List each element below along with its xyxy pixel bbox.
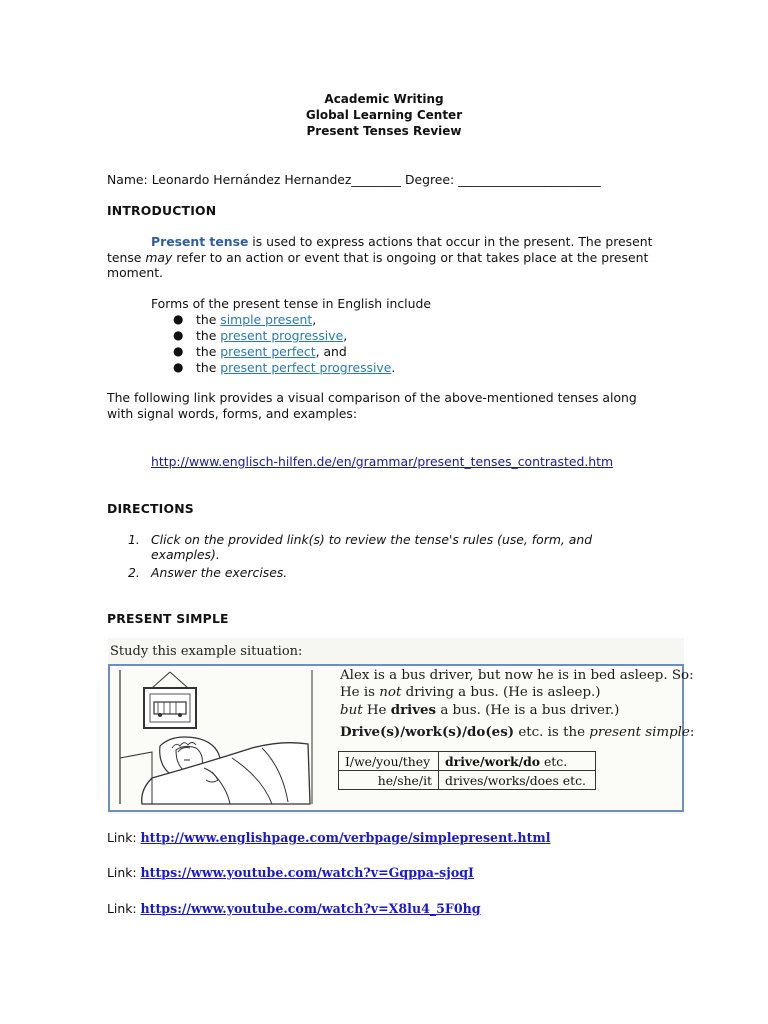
figure-line-2: He is not driving a bus. (He is asleep.) bbox=[340, 685, 601, 700]
list-item: the simple present, bbox=[196, 312, 317, 327]
table-row bbox=[339, 771, 596, 790]
introduction-heading: INTRODUCTION bbox=[107, 203, 217, 218]
degree-label: Degree: bbox=[404, 172, 455, 187]
present-perfect-progressive-link[interactable]: present perfect progressive bbox=[220, 360, 392, 375]
present-perfect-link[interactable]: present perfect bbox=[220, 344, 316, 359]
simple-present-link[interactable]: simple present bbox=[220, 312, 313, 327]
bullet-icon: ● bbox=[173, 344, 184, 358]
present-simple-heading: PRESENT SIMPLE bbox=[107, 611, 229, 626]
figure-line-4: Drive(s)/work(s)/do(es) etc. is the present simple: bbox=[340, 724, 695, 740]
link-row bbox=[107, 830, 551, 846]
table-cell-subject: I/we/you/they bbox=[339, 752, 439, 771]
table-cell-subject: he/she/it bbox=[339, 771, 439, 790]
name-line bbox=[107, 172, 601, 188]
example-situation-figure bbox=[108, 638, 695, 814]
direction-item-1-line1: Click on the provided link(s) to review the tense's rules (use, form, and bbox=[151, 532, 593, 547]
directions-heading: DIRECTIONS bbox=[107, 501, 194, 516]
intro-paragraph-line1: Present tense is used to express actions that occur in the present. The present bbox=[151, 234, 653, 249]
list-item: the present progressive, bbox=[196, 328, 348, 343]
name-value: Leonardo Hernández Hernandez________ bbox=[151, 172, 401, 187]
intro-paragraph-line2: tense may refer to an action or event that is ongoing or that takes place at the present bbox=[107, 250, 649, 265]
link-row bbox=[107, 901, 481, 917]
doc-title-topic: Present Tenses Review bbox=[306, 124, 462, 138]
link-row bbox=[107, 865, 474, 881]
link-label: Link: bbox=[107, 865, 137, 880]
following-link-text-line1: The following link provides a visual comparison of the above-mentioned tenses along bbox=[107, 390, 637, 405]
forms-intro: Forms of the present tense in English include bbox=[151, 296, 431, 311]
bullet-icon: ● bbox=[173, 312, 184, 326]
list-item: the present perfect progressive. bbox=[196, 360, 396, 375]
figure-frame bbox=[108, 664, 695, 812]
name-label: Name: bbox=[107, 172, 148, 187]
doc-title-course: Academic Writing bbox=[324, 92, 444, 106]
figure-line-1: Alex is a bus driver, but now he is in bed asleep. So: bbox=[340, 668, 694, 683]
present-progressive-link[interactable]: present progressive bbox=[220, 328, 344, 343]
link-label: Link: bbox=[107, 901, 137, 916]
youtube-link-1[interactable]: https://www.youtube.com/watch?v=Gqppa-sjoqI bbox=[140, 865, 474, 880]
tenses-comparison-link[interactable]: http://www.englisch-hilfen.de/en/grammar/present_tenses_contrasted.htm bbox=[151, 454, 614, 469]
intro-paragraph-line3: moment. bbox=[107, 265, 163, 280]
verb-form-table bbox=[338, 751, 596, 790]
youtube-link-2[interactable]: https://www.youtube.com/watch?v=X8lu4_5F0hg bbox=[140, 901, 481, 916]
following-link-text-line2: with signal words, forms, and examples: bbox=[107, 406, 358, 421]
bullet-icon: ● bbox=[173, 328, 184, 342]
link-label: Link: bbox=[107, 830, 137, 845]
direction-number: 1. bbox=[128, 532, 140, 547]
table-row bbox=[339, 752, 596, 771]
direction-item-2: Answer the exercises. bbox=[151, 565, 288, 580]
table-cell-verb: drives/works/does etc. bbox=[439, 771, 596, 790]
bullet-icon: ● bbox=[173, 360, 184, 374]
table-cell-verb: drive/work/do etc. bbox=[439, 752, 596, 771]
figure-line-3: but He drives a bus. (He is a bus driver.) bbox=[340, 702, 620, 718]
list-item: the present perfect, and bbox=[196, 344, 347, 359]
doc-title-center: Global Learning Center bbox=[305, 108, 463, 122]
present-tense-term: Present tense bbox=[151, 234, 249, 249]
direction-number: 2. bbox=[128, 565, 140, 580]
sleeping-man-illustration bbox=[112, 668, 342, 806]
englishpage-simple-present-link[interactable]: http://www.englishpage.com/verbpage/simplepresent.html bbox=[140, 830, 551, 845]
degree-value: _______________________ bbox=[458, 172, 601, 187]
figure-caption: Study this example situation: bbox=[110, 644, 303, 659]
direction-item-1-line2: examples). bbox=[151, 547, 220, 562]
